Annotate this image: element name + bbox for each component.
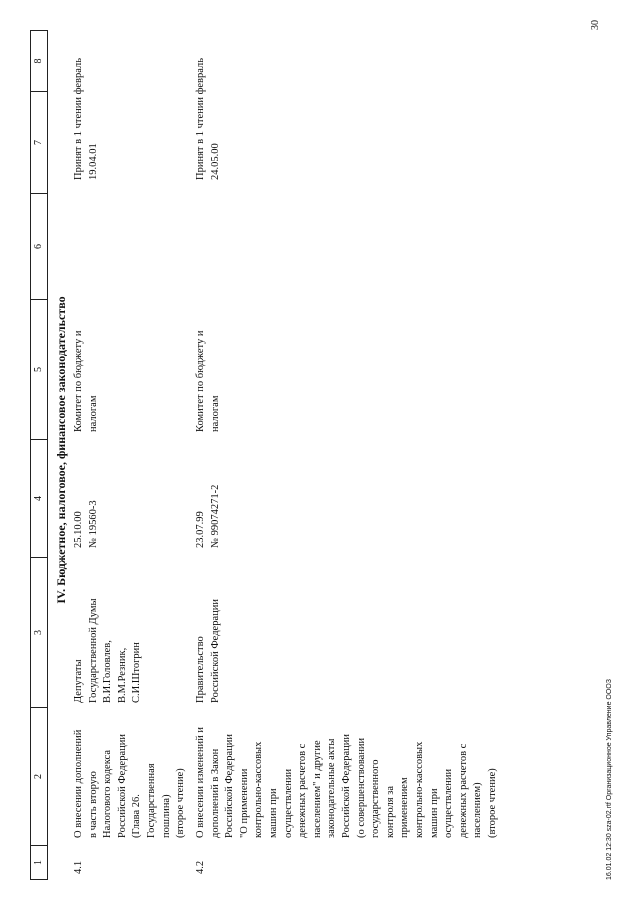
column-number-header xyxy=(30,30,48,880)
bill-authors: Правительство Российской Федерации xyxy=(195,599,221,703)
column-number: 5 xyxy=(31,299,47,439)
registration-date: 23.07.99 № 99074271-2 xyxy=(195,484,221,548)
row-number: 4.2 xyxy=(195,860,206,874)
page-number: 30 xyxy=(590,20,601,30)
responsible-committee: Комитет по бюджету и налогам xyxy=(73,330,99,432)
bill-status: Принят в 1 чтении февраль 19.04.01 xyxy=(73,57,99,180)
bill-name: О внесении изменений и дополнений в Закон Российской Федерации "О применении контрольно-кассовых машин при осуществлении денежных расчетов с населением" и другие законодательные акты Российской Федерации (о совершенствовании государственного контроля за применением контрольно-кассовых машин при осуществлении денежных расчетов с населением) (второе чтение) xyxy=(195,727,498,838)
responsible-committee: Комитет по бюджету и налогам xyxy=(195,330,221,432)
column-number: 2 xyxy=(31,707,47,845)
rotated-document-page xyxy=(30,20,630,880)
document-footer: 16.01.02 12:30 sza-02.rtf Организационное Управление ОООЗ xyxy=(606,679,613,880)
registration-date: 25.10.00 № 19560-3 xyxy=(73,500,99,548)
bill-authors: Депутаты Государственной Думы В.И.Головлев, В.М.Резник, С.И.Штогрин xyxy=(73,598,143,703)
table-row xyxy=(194,20,498,880)
column-number: 4 xyxy=(31,439,47,557)
column-number: 6 xyxy=(31,193,47,299)
section-title: IV. Бюджетное, налоговое, финансовое законодательство xyxy=(54,296,68,604)
column-number: 8 xyxy=(33,58,44,64)
column-number: 7 xyxy=(31,91,47,193)
column-number: 1 xyxy=(31,845,47,879)
row-number: 4.1 xyxy=(73,860,84,874)
column-number: 3 xyxy=(31,557,47,707)
bill-status: Принят в 1 чтении февраль 24.05.00 xyxy=(195,57,221,180)
bill-name: О внесении дополнений в часть вторую Налогового кодекса Российской Федерации (Глава 26. Государственная пошлина) (второе чтение) xyxy=(73,729,187,838)
